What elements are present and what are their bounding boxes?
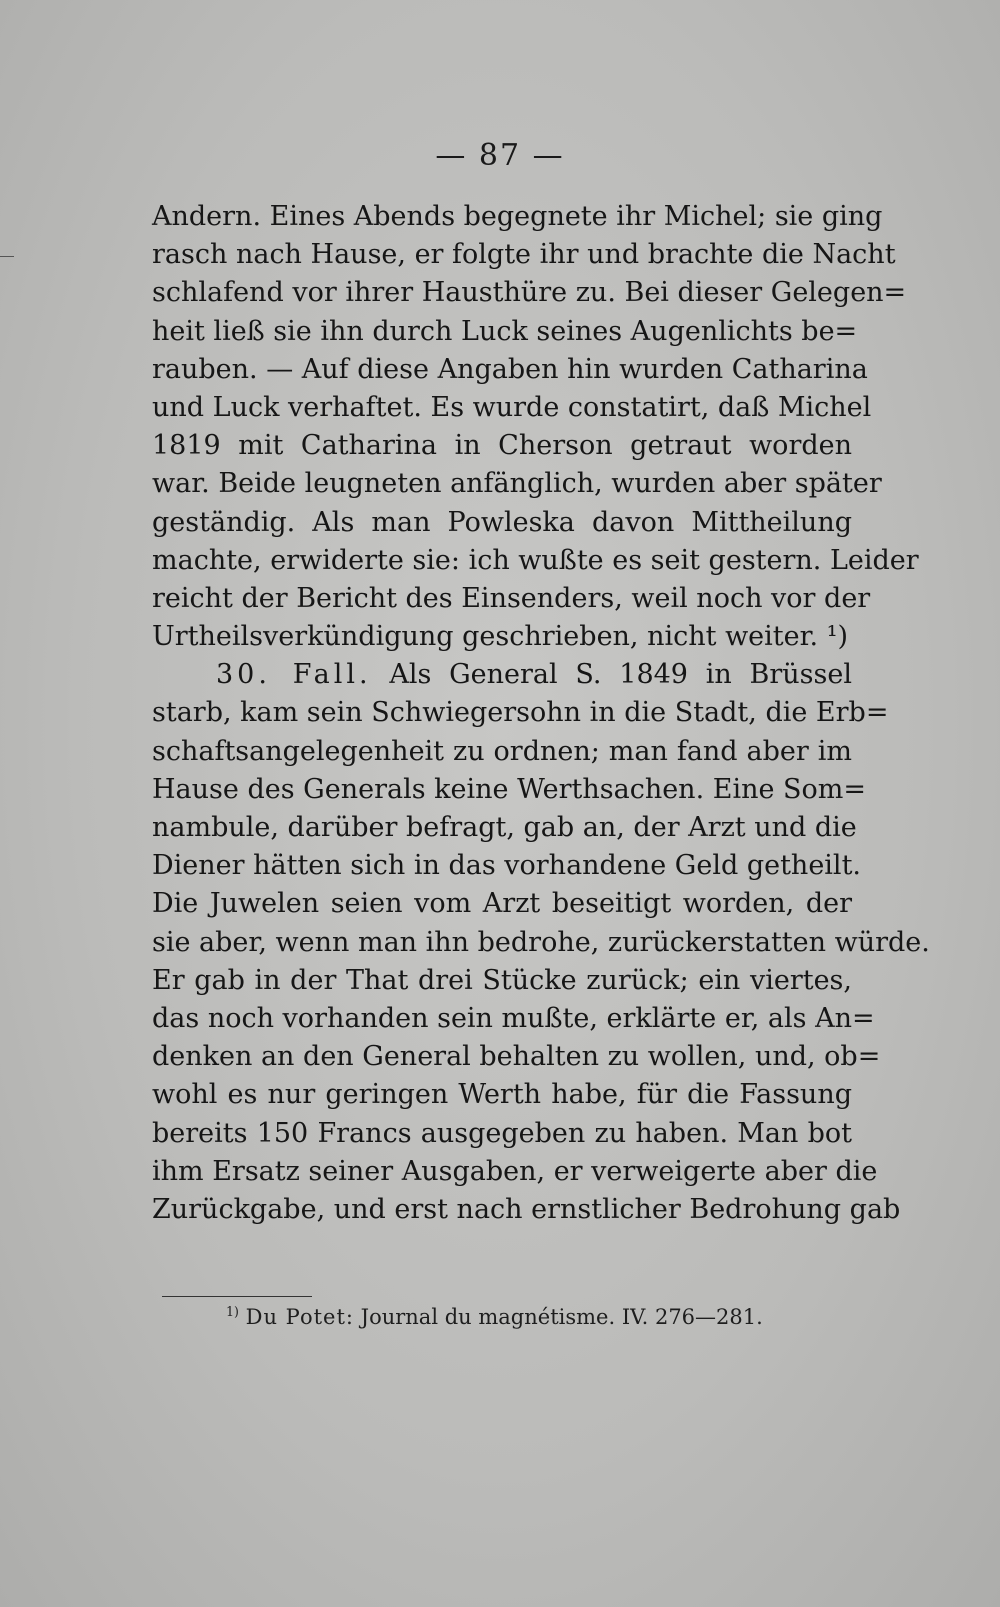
footnote-author: Du Potet: <box>245 1305 354 1329</box>
text-line: machte, erwiderte sie: ich wußte es seit gestern. Leider <box>152 544 919 576</box>
text-line: Als General S. 1849 in Brüssel <box>389 659 852 691</box>
text-line: Hause des Generals keine Werthsachen. Eine Som= <box>152 773 867 805</box>
footnote-text: Journal du magnétisme. IV. 276—281. <box>360 1305 763 1329</box>
text-line: geständig. Als man Powleska davon Mittheilung <box>152 506 852 538</box>
footnote-divider <box>162 1296 312 1297</box>
case-label: 30. Fall. <box>216 659 372 691</box>
text-line: Diener hätten sich in das vorhandene Geld getheilt. <box>152 850 862 882</box>
text-line: Die Juwelen seien vom Arzt beseitigt worden, der <box>152 888 852 920</box>
text-line: schlafend vor ihrer Hausthüre zu. Bei dieser Gelegen= <box>152 277 907 309</box>
text-line: ihm Ersatz seiner Ausgaben, er verweigerte aber die <box>152 1155 878 1187</box>
text-line: rauben. — Auf diese Angaben hin wurden Catharina <box>152 353 868 385</box>
footnote-marker: 1) <box>226 1304 239 1319</box>
text-line: Urtheilsverkündigung geschrieben, nicht weiter. ¹) <box>152 621 849 653</box>
text-line: war. Beide leugneten anfänglich, wurden aber später <box>152 468 882 500</box>
text-line: reicht der Bericht des Einsenders, weil noch vor der <box>152 582 871 614</box>
text-line: Andern. Eines Abends begegnete ihr Michel; sie ging <box>152 201 883 232</box>
page-number: — 87 — <box>435 138 565 173</box>
text-line: sie aber, wenn man ihn bedrohe, zurückerstatten würde. <box>152 926 930 958</box>
text-line: wohl es nur geringen Werth habe, für die Fassung <box>152 1079 852 1111</box>
text-line: 1819 mit Catharina in Cherson getraut worden <box>152 430 852 462</box>
text-line: Er gab in der That drei Stücke zurück; ein viertes, <box>152 964 852 996</box>
text-line: nambule, darüber befragt, gab an, der Arzt und die <box>152 812 857 843</box>
text-line: das noch vorhanden sein mußte, erklärte er, als An= <box>152 1002 875 1034</box>
main-text <box>152 198 930 1229</box>
text-line: Zurückgabe, und erst nach ernstlicher Bedrohung gab <box>152 1193 901 1225</box>
text-line: und Luck verhaftet. Es wurde constatirt, daß Michel <box>152 391 872 423</box>
text-line: heit ließ sie ihn durch Luck seines Augenlichts be= <box>152 315 858 347</box>
footnote <box>226 1304 763 1329</box>
text-line: bereits 150 Francs ausgegeben zu haben. Man bot <box>152 1117 852 1149</box>
case-heading-line <box>152 656 852 694</box>
text-line: denken an den General behalten zu wollen, und, ob= <box>152 1041 881 1073</box>
text-line: schaftsangelegenheit zu ordnen; man fand aber im <box>152 735 852 767</box>
text-line: rasch nach Hause, er folgte ihr und brachte die Nacht <box>152 239 896 271</box>
text-line: starb, kam sein Schwiegersohn in die Stadt, die Erb= <box>152 697 889 729</box>
margin-mark <box>0 256 14 257</box>
